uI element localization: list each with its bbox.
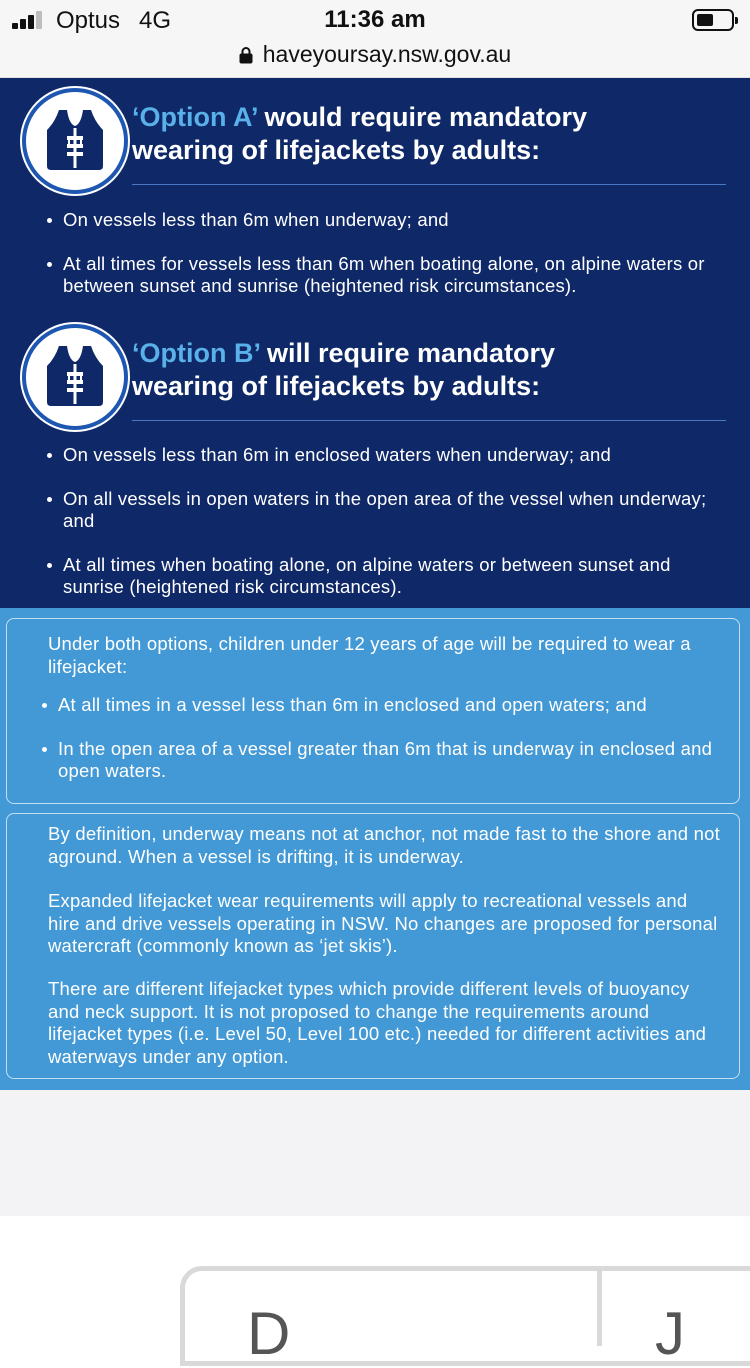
card-divider: [597, 1266, 602, 1346]
list-item: On vessels less than 6m in enclosed waters when underway; and: [0, 444, 750, 467]
card-left-text: D: [247, 1300, 291, 1367]
address-bar[interactable]: [0, 40, 750, 78]
children-intro: Under both options, children under 12 years of age will be required to wear a lifejacket:: [48, 633, 691, 677]
url-text[interactable]: haveyoursay.nsw.gov.au: [262, 41, 512, 67]
definition-paragraph: There are different lifejacket types which provide different levels of buoyancy and neck support. It is not proposed to change the requirements around lifejacket types (i.e. Level 50, Level 100 etc.) needed for different activities and waterways under any option.: [48, 978, 707, 1067]
option-a-divider: [132, 184, 726, 185]
lifejacket-icon: [22, 88, 128, 194]
list-item: At all times when boating alone, on alpine waters or between sunset and sunrise (heightened risk circumstances).: [0, 554, 750, 599]
card-right-text: J: [655, 1300, 685, 1367]
definition-info-box: [6, 813, 740, 1079]
option-b-heading-rest: will require mandatory: [259, 338, 556, 368]
option-b-heading: [132, 337, 732, 403]
page-spacer: [0, 1090, 750, 1216]
status-time: 11:36 am: [324, 6, 426, 33]
option-a-label: ‘Option A’: [132, 102, 257, 132]
option-a-list: [0, 209, 750, 298]
lifejacket-icon: [22, 324, 128, 430]
children-info-box: [6, 618, 740, 804]
network-type: 4G: [139, 7, 172, 34]
option-b-list: [0, 444, 750, 599]
adult-options-panel: [0, 78, 750, 608]
list-item: At all times in a vessel less than 6m in enclosed and open waters; and: [1, 694, 750, 717]
details-panel: [0, 608, 750, 1090]
definition-paragraph: By definition, underway means not at anchor, not made fast to the shore and not aground. When a vessel is drifting, it is underway.: [48, 823, 720, 867]
list-item: On all vessels in open waters in the open area of the vessel when underway; and: [0, 488, 750, 533]
option-b-heading-line2: wearing of lifejackets by adults:: [132, 371, 541, 401]
list-item: At all times for vessels less than 6m when boating alone, on alpine waters or between sunset and sunrise (heightened risk circumstances).: [0, 253, 750, 298]
option-b-divider: [132, 420, 726, 421]
list-item: On vessels less than 6m when underway; and: [0, 209, 750, 232]
lock-icon: [239, 46, 253, 64]
list-item: In the open area of a vessel greater than 6m that is underway in enclosed and open waters.: [1, 738, 750, 783]
definition-paragraph: Expanded lifejacket wear requirements will apply to recreational vessels and hire and drive vessels operating in NSW. No changes are proposed for personal watercraft (commonly known as ‘jet skis’).: [48, 890, 718, 956]
option-a-heading-rest: would require mandatory: [257, 102, 588, 132]
option-b-label: ‘Option B’: [132, 338, 260, 368]
carrier-name: Optus: [56, 7, 121, 34]
battery-icon: [692, 9, 734, 31]
option-a-heading: [132, 101, 732, 167]
option-a-heading-line2: wearing of lifejackets by adults:: [132, 135, 541, 165]
partial-card[interactable]: [180, 1266, 750, 1366]
children-list: [1, 694, 750, 783]
status-bar: [0, 0, 750, 40]
